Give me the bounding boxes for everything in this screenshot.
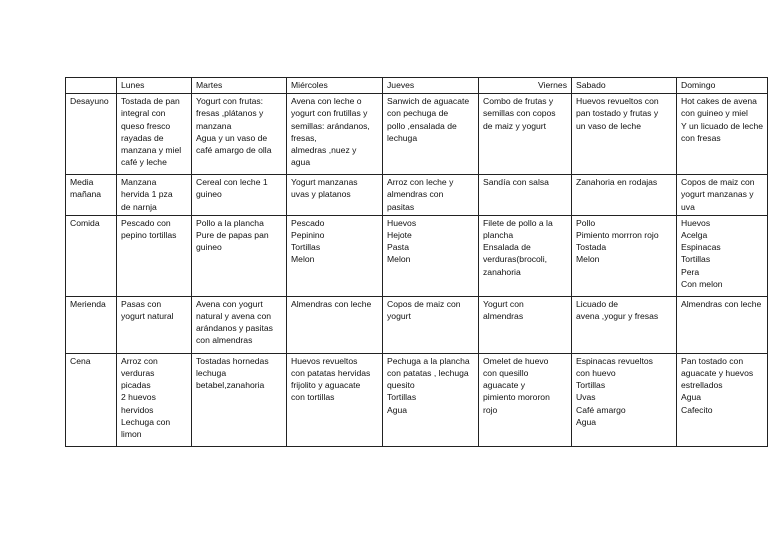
cell-text-line: Agua (576, 416, 597, 427)
meal-cell-miercoles (287, 215, 383, 296)
cell-text-line: Filete de pollo a la (483, 217, 553, 228)
cell-text-line: almendras con (387, 189, 444, 200)
cell-text-line: Huevos revueltos (291, 355, 358, 366)
meal-cell-viernes (479, 94, 572, 175)
cell-text-line: Pera (681, 266, 700, 277)
cell-text-line: Almendras con leche (681, 298, 762, 309)
cell-text-line: Hot cakes de avena (681, 96, 757, 107)
meal-cell-jueves (383, 215, 479, 296)
cell-text-line: café amargo de olla (196, 145, 272, 156)
meal-cell-lunes (117, 94, 192, 175)
cell-text-line: Uvas (576, 392, 596, 403)
cell-text-line: yogurt con frutillas y (291, 108, 368, 119)
cell-text-line: Copos de maiz con (387, 298, 461, 309)
cell-text-line: yogurt (387, 311, 411, 322)
cell-text-line: frijolito y aguacate (291, 380, 361, 391)
cell-text-line: integral con (121, 108, 166, 119)
cell-text-line: Media (70, 177, 94, 188)
cell-text-line: con tortillas (291, 392, 335, 403)
meal-cell-sabado (572, 296, 677, 353)
cell-text-line: de maiz y yogurt (483, 120, 547, 131)
cell-text-line: Avena con leche o (291, 96, 362, 107)
cell-text-line: de narnja (121, 201, 157, 212)
cell-text-line: 2 huevos (121, 392, 156, 403)
cell-text-line: Pure de papas pan (196, 230, 269, 241)
cell-text-line: Pescado con (121, 217, 171, 228)
meal-cell-domingo (677, 175, 768, 216)
cell-text-line: Con melon (681, 278, 723, 289)
cell-text-line: aguacate y (483, 380, 526, 391)
table-row (66, 215, 768, 296)
header-martes: Martes (192, 78, 287, 94)
meal-cell-viernes (479, 175, 572, 216)
cell-text-line: con guineo y miel (681, 108, 748, 119)
cell-text-line: fresas ,plátanos y (196, 108, 264, 119)
cell-text-line: Ensalada de (483, 242, 531, 253)
table-row (66, 296, 768, 353)
cell-text-line: Yogurt con (483, 298, 524, 309)
cell-text-line: queso fresco (121, 120, 171, 131)
cell-text-line: Pimiento morrron rojo (576, 230, 659, 241)
cell-text-line: verduras (121, 368, 155, 379)
meal-cell-jueves (383, 175, 479, 216)
cell-text-line: Comida (70, 217, 100, 228)
meal-cell-sabado (572, 353, 677, 446)
table-row (66, 353, 768, 446)
cell-text-line: Tostada de pan (121, 96, 180, 107)
cell-text-line: pasitas (387, 201, 415, 212)
cell-text-line: pepino tortillas (121, 230, 177, 241)
meal-cell-martes (192, 353, 287, 446)
cell-text-line: Yogurt manzanas (291, 177, 358, 188)
meal-cell-sabado (572, 94, 677, 175)
cell-text-line: Cereal con leche 1 (196, 177, 268, 188)
cell-text-line: Cena (70, 355, 91, 366)
header-corner (66, 78, 117, 94)
cell-text-line: Espinacas (681, 242, 721, 253)
cell-text-line: guineo (196, 189, 222, 200)
header-lunes: Lunes (117, 78, 192, 94)
cell-text-line: pollo ,ensalada de (387, 120, 457, 131)
cell-text-line: Pasas con (121, 298, 162, 309)
meal-label (66, 296, 117, 353)
meal-cell-martes (192, 296, 287, 353)
cell-text-line: Merienda (70, 298, 106, 309)
cell-text-line: un vaso de leche (576, 120, 641, 131)
cell-text-line: yogurt manzanas y (681, 189, 754, 200)
cell-text-line: pan tostado y frutas y (576, 108, 659, 119)
cell-text-line: Huevos (387, 217, 417, 228)
cell-text-line: Cafecito (681, 404, 713, 415)
cell-text-line: con pechuga de (387, 108, 449, 119)
cell-text-line: guineo (196, 242, 222, 253)
meal-cell-jueves (383, 296, 479, 353)
meal-cell-viernes (479, 353, 572, 446)
cell-text-line: Zanahoria en rodajas (576, 177, 658, 188)
meal-cell-lunes (117, 175, 192, 216)
cell-text-line: con huevo (576, 368, 616, 379)
cell-text-line: Arroz con (121, 355, 158, 366)
meal-label (66, 94, 117, 175)
cell-text-line: almedras ,nuez y (291, 145, 357, 156)
meal-cell-domingo (677, 353, 768, 446)
cell-text-line: Tortillas (291, 242, 321, 253)
cell-text-line: hervidos (121, 404, 154, 415)
cell-text-line: Tortillas (681, 254, 711, 265)
meal-label (66, 175, 117, 216)
header-row (66, 78, 768, 94)
meal-cell-jueves (383, 94, 479, 175)
cell-text-line: Lechuga con (121, 416, 171, 427)
header-miercoles: Miércoles (287, 78, 383, 94)
cell-text-line: Yogurt con frutas: (196, 96, 264, 107)
cell-text-line: con quesillo (483, 368, 529, 379)
cell-text-line: Sanwich de aguacate (387, 96, 470, 107)
cell-text-line: verduras(brocoli, (483, 254, 547, 265)
meal-cell-domingo (677, 94, 768, 175)
meal-cell-miercoles (287, 94, 383, 175)
cell-text-line: mañana (70, 189, 102, 200)
cell-text-line: Manzana (121, 177, 157, 188)
cell-text-line: yogurt natural (121, 311, 174, 322)
cell-text-line: Huevos revueltos con (576, 96, 659, 107)
cell-text-line: Tortillas (576, 380, 606, 391)
cell-text-line: uvas y platanos (291, 189, 351, 200)
cell-text-line: aguacate y huevos (681, 368, 754, 379)
meal-cell-lunes (117, 353, 192, 446)
cell-text-line: con patatas hervidas (291, 368, 371, 379)
cell-text-line: pimiento mororon (483, 392, 550, 403)
cell-text-line: Pescado (291, 217, 325, 228)
cell-text-line: Copos de maiz con (681, 177, 755, 188)
cell-text-line: Licuado de (576, 298, 619, 309)
meal-cell-domingo (677, 215, 768, 296)
cell-text-line: Tortillas (387, 392, 417, 403)
cell-text-line: Sandía con salsa (483, 177, 549, 188)
cell-text-line: Melon (387, 254, 411, 265)
meal-cell-domingo (677, 296, 768, 353)
cell-text-line: natural y avena con (196, 311, 272, 322)
cell-text-line: plancha (483, 230, 514, 241)
cell-text-line: Tostada (576, 242, 607, 253)
cell-text-line: semillas: arándanos, (291, 120, 370, 131)
cell-text-line: manzana y miel (121, 145, 182, 156)
cell-text-line: rojo (483, 404, 498, 415)
meal-cell-miercoles (287, 175, 383, 216)
cell-text-line: Acelga (681, 230, 708, 241)
cell-text-line: Combo de frutas y (483, 96, 554, 107)
header-domingo: Domingo (677, 78, 768, 94)
meal-cell-martes (192, 175, 287, 216)
cell-text-line: hervida 1 pza (121, 189, 173, 200)
cell-text-line: picadas (121, 380, 151, 391)
cell-text-line: Arroz con leche y (387, 177, 454, 188)
cell-text-line: Agua (387, 404, 408, 415)
cell-text-line: café y leche (121, 157, 167, 168)
meal-label (66, 353, 117, 446)
cell-text-line: estrellados (681, 380, 723, 391)
cell-text-line: Y un licuado de leche (681, 120, 764, 131)
cell-text-line: Espinacas revueltos (576, 355, 653, 366)
cell-text-line: con almendras (196, 335, 253, 346)
cell-text-line: con patatas , lechuga (387, 368, 469, 379)
cell-text-line: betabel,zanahoria (196, 380, 265, 391)
cell-text-line: Almendras con leche (291, 298, 372, 309)
meal-cell-jueves (383, 353, 479, 446)
cell-text-line: Pollo a la plancha (196, 217, 264, 228)
meal-cell-lunes (117, 296, 192, 353)
meal-cell-miercoles (287, 353, 383, 446)
cell-text-line: Melon (291, 254, 315, 265)
cell-text-line: con fresas (681, 132, 721, 143)
cell-text-line: Pollo (576, 217, 596, 228)
cell-text-line: Pechuga a la plancha (387, 355, 470, 366)
cell-text-line: Huevos (681, 217, 711, 228)
cell-text-line: agua (291, 157, 311, 168)
cell-text-line: Desayuno (70, 96, 109, 107)
cell-text-line: Avena con yogurt (196, 298, 263, 309)
meal-cell-martes (192, 94, 287, 175)
cell-text-line: uva (681, 201, 695, 212)
cell-text-line: Agua (681, 392, 702, 403)
meal-cell-sabado (572, 215, 677, 296)
meal-cell-viernes (479, 296, 572, 353)
cell-text-line: fresas, (291, 132, 317, 143)
header-sabado: Sabado (572, 78, 677, 94)
cell-text-line: manzana (196, 120, 232, 131)
table-body (66, 94, 768, 447)
meal-label (66, 215, 117, 296)
header-jueves: Jueves (383, 78, 479, 94)
cell-text-line: Omelet de huevo (483, 355, 549, 366)
weekly-meal-plan-table (65, 77, 768, 447)
cell-text-line: Melon (576, 254, 600, 265)
meal-cell-sabado (572, 175, 677, 216)
cell-text-line: lechuga (196, 368, 227, 379)
cell-text-line: rayadas de (121, 132, 164, 143)
cell-text-line: Pepinino (291, 230, 325, 241)
meal-cell-martes (192, 215, 287, 296)
cell-text-line: quesito (387, 380, 415, 391)
header-viernes: Viernes (479, 78, 572, 94)
meal-cell-lunes (117, 215, 192, 296)
table-row (66, 94, 768, 175)
cell-text-line: zanahoria (483, 266, 521, 277)
cell-text-line: lechuga (387, 132, 418, 143)
cell-text-line: Hejote (387, 230, 412, 241)
meal-cell-viernes (479, 215, 572, 296)
cell-text-line: Tostadas hornedas (196, 355, 269, 366)
cell-text-line: avena ,yogur y fresas (576, 311, 659, 322)
cell-text-line: limon (121, 429, 142, 440)
cell-text-line: Café amargo (576, 404, 626, 415)
cell-text-line: semillas con copos (483, 108, 556, 119)
cell-text-line: almendras (483, 311, 524, 322)
meal-cell-miercoles (287, 296, 383, 353)
table-row (66, 175, 768, 216)
cell-text-line: Pasta (387, 242, 409, 253)
cell-text-line: arándanos y pasitas (196, 323, 273, 334)
cell-text-line: Agua y un vaso de (196, 132, 268, 143)
cell-text-line: Pan tostado con (681, 355, 744, 366)
